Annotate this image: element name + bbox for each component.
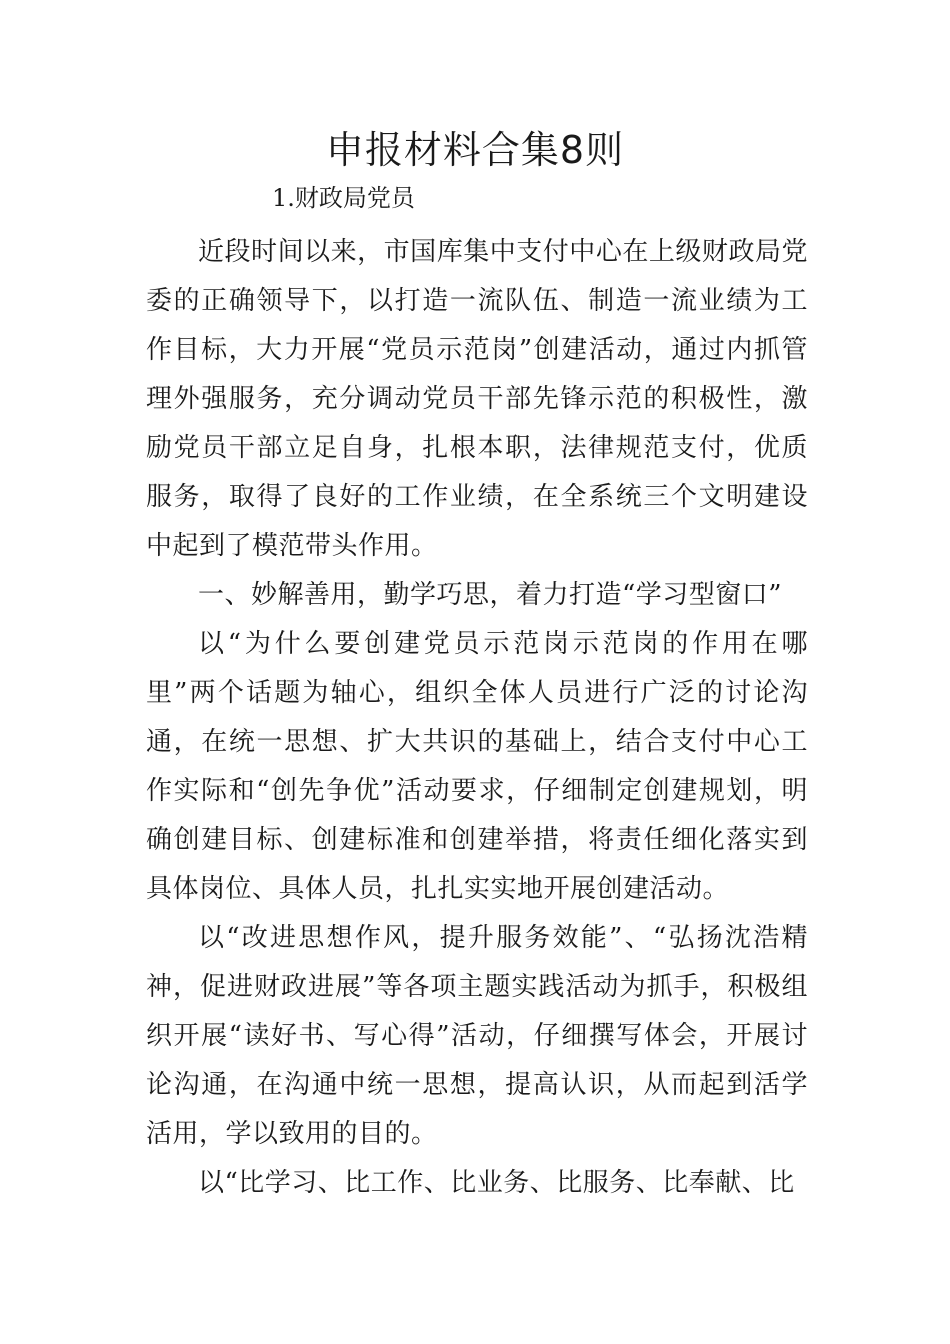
document-subtitle: 1.财政局党员 — [272, 184, 415, 212]
paragraph-3: 以“比学习、比工作、比业务、比服务、比奉献、比 — [198, 1168, 795, 1198]
paragraph-1: 以“为什么要创建党员示范岗示范岗的作用在哪里”两个话题为轴心，组织全体人员进行广泛的讨论沟通，在统一思想、扩大共识的基础上，结合支付中心工作实际和“创先争优”活动要求，仔细制定创建规划，明确创建目标、创建标准和创建举措，将责任细化落实到具体岗位、具体人员，扎扎实实地开展创建活动。 — [146, 629, 808, 904]
document-title: 申报材料合集8则 — [325, 128, 625, 172]
section-heading: 一、妙解善用，勤学巧思，着力打造“学习型窗口” — [198, 580, 783, 610]
document-body — [146, 228, 808, 1208]
paragraph-intro: 近段时间以来，市国库集中支付中心在上级财政局党委的正确领导下，以打造一流队伍、制造一流业绩为工作目标，大力开展“党员示范岗”创建活动，通过内抓管理外强服务，充分调动党员干部先锋示范的积极性，激励党员干部立足自身，扎根本职，法律规范支付，优质服务，取得了良好的工作业绩，在全系统三个文明建设中起到了模范带头作用。 — [146, 237, 808, 561]
paragraph-2: 以“改进思想作风，提升服务效能”、“弘扬沈浩精神，促进财政进展”等各项主题实践活动为抓手，积极组织开展“读好书、写心得”活动，仔细撰写体会，开展讨论沟通，在沟通中统一思想，提高认识，从而起到活学活用，学以致用的目的。 — [146, 923, 808, 1149]
